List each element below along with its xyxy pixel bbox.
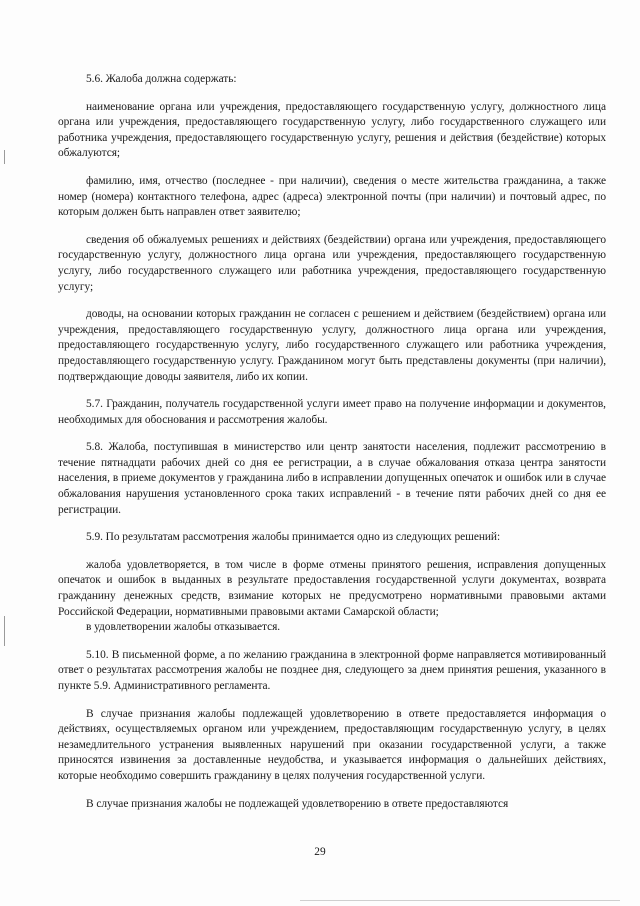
paragraph-5-7: 5.7. Гражданин, получатель государственной услуги имеет право на получение информации и документов, необходимых для обоснования и рассмотрения жалобы. [58,398,606,426]
paragraph-satisfied-response: В случае признания жалобы подлежащей удовлетворению в ответе предоставляется информация о действиях, осуществляемых органом или учреждением, предоставляющим государственную услугу, в целях незамедлительного устранения выявленных нарушений при оказании государственной услуги, а также приносятся извинения за доставленные неудобства, и указывается информация о дальнейших действиях, которые необходимо совершить гражданину в целях получения государственной услуги. [58,707,606,782]
paragraph-not-satisfied-response: В случае признания жалобы не подлежащей удовлетворению в ответе предоставляются [86,797,509,810]
paragraph-appealed-decisions: сведения об обжалуемых решениях и действиях (бездействии) органа или учреждения, предоставляющего государственную услугу, должностного лица органа или учреждения, предоставляющего государственную услугу, либо государственного служащего или работника учреждения, предоставляющего государственную услугу; [58,233,606,293]
paragraph-5-9: 5.9. По результатам рассмотрения жалобы принимается одно из следующих решений: [86,531,501,544]
paragraph-5-10: 5.10. В письменной форме, а по желанию гражданина в электронной форме направляется мотивированный ответ о результатах рассмотрения жалобы не позднее дня, следующего за днем принятия решения, указанного в пункте 5.9. Административного регламента. [58,648,606,692]
page-number: 29 [314,846,326,858]
paragraph-arguments: доводы, на основании которых гражданин не согласен с решением и действием (бездействием) органа или учреждения, предоставляющего государственную услугу, должностного лица органа или учреждения, предоставляющего государственную услугу, либо государственного служащего или работника учреждения, предоставляющего государственную услугу. Гражданином могут быть представлены документы (при наличии), подтверждающие доводы заявителя, либо их копии. [58,308,606,383]
scan-margin-mark [4,616,5,646]
document-body [58,72,606,824]
paragraph-authority-name: наименование органа или учреждения, предоставляющего государственную услугу, должностного лица органа или учреждения, предоставляющего государственную услугу, либо государственного служащего или работника учреждения, предоставляющего государственную услугу, решения и действия (бездействие) которых обжалуются; [58,100,606,160]
paragraph-5-8: 5.8. Жалоба, поступившая в министерство или центр занятости населения, подлежит рассмотрению в течение пятнадцати рабочих дней со дня ее регистрации, а в случае обжалования отказа центра занятости населения, в приеме документов у гражданина либо в исправлении допущенных опечаток и ошибок или в случае обжалования нарушения установленного срока таких исправлений - в течение пяти рабочих дней со дня ее регистрации. [58,441,606,516]
paragraph-5-6-heading: 5.6. Жалоба должна содержать: [86,73,237,85]
scan-margin-mark [4,150,5,164]
paragraph-complaint-rejected: в удовлетворении жалобы отказывается. [86,621,281,634]
paragraph-complaint-satisfied: жалоба удовлетворяется, в том числе в форме отмены принятого решения, исправления допущенных опечаток и ошибок в выданных в результате предоставления государственной услуги документах, возврата гражданину денежных средств, взимание которых не предусмотрено нормативными правовыми актами Российской Федерации, нормативными правовыми актами Самарской области; [58,558,606,618]
paragraph-citizen-details: фамилию, имя, отчество (последнее - при наличии), сведения о месте жительства гражданина, а также номер (номера) контактного телефона, адрес (адреса) электронной почты (при наличии) и почтовый адрес, по которым должен быть направлен ответ заявителю; [58,174,606,219]
scan-bottom-edge [300,900,620,901]
